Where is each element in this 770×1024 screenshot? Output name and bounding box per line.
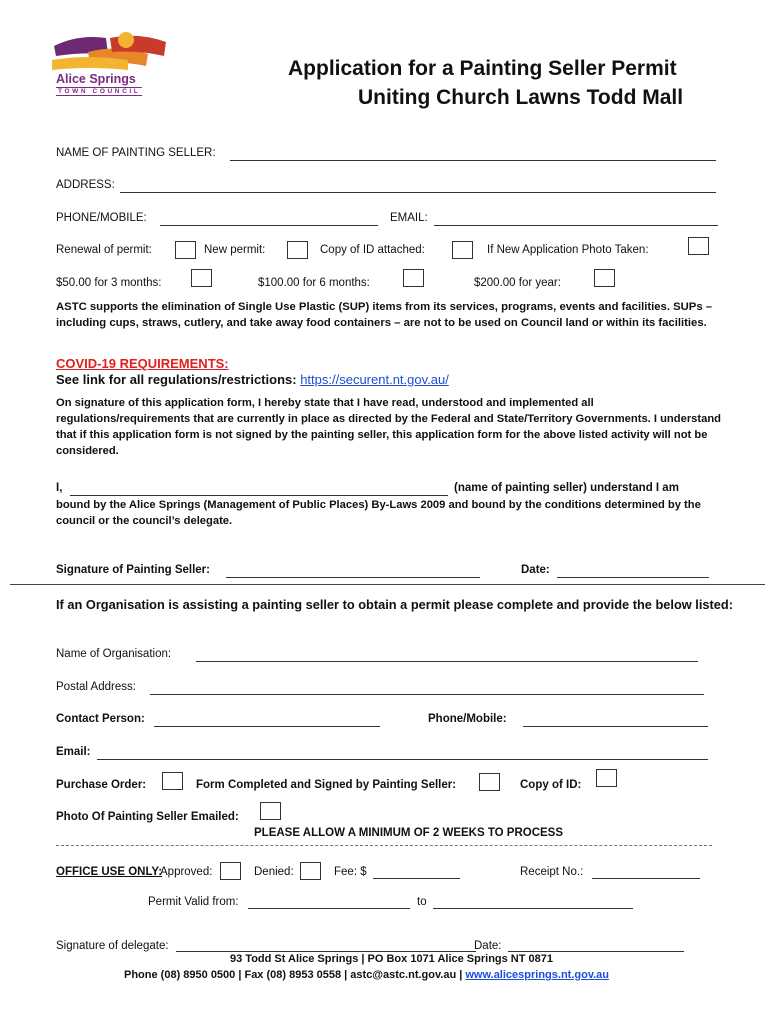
photo-taken-checkbox[interactable] [688,237,709,255]
footer-website-link[interactable]: www.alicesprings.nt.gov.au [465,969,610,981]
section-divider [10,584,765,585]
denied-label: Denied: [254,866,294,878]
receipt-field[interactable] [592,878,700,879]
delegate-signature-label: Signature of delegate: [56,940,169,952]
valid-to-label: to [417,896,427,908]
denied-checkbox[interactable] [300,862,321,880]
undertaking-text: bound by the Alice Springs (Management of Public Places) By-Laws 2009 and bound by the conditions determined by the council or the council’s delegate. [56,499,701,527]
fee-year-label: $200.00 for year: [474,277,561,289]
org-copy-id-checkbox[interactable] [596,769,617,787]
valid-from-label: Permit Valid from: [148,896,239,908]
delegate-date-label: Date: [474,940,502,952]
footer-contact: Phone (08) 8950 0500 | Fax (08) 8953 0558 | astc@astc.nt.gov.au | [124,969,463,981]
footer-address: 93 Todd St Alice Springs | PO Box 1071 Alice Springs NT 0871 [230,953,553,965]
postal-address-field[interactable] [150,694,704,695]
covid-link[interactable]: https://securent.nt.gov.au/ [300,372,449,387]
copy-id-label: Copy of ID attached: [320,244,425,256]
phone-label: PHONE/MOBILE: [56,212,147,224]
org-copy-id-label: Copy of ID: [520,779,582,791]
org-phone-field[interactable] [523,726,708,727]
contact-person-label: Contact Person: [56,713,145,725]
form-completed-checkbox[interactable] [479,773,500,791]
logo-subtitle: TOWN COUNCIL [58,88,141,95]
declaration-text: On signature of this application form, I hereby state that I have read, understood and implemented all regulations/requirements that are currently in place as directed by the Federal and State/Territory Governments. I understand that if this application form is not signed by the painting seller, this application form for the above listed activity will not be considered. [56,397,722,457]
org-name-label: Name of Organisation: [56,648,172,660]
undertaking-prefix: I, [56,482,63,494]
delegate-signature-field[interactable] [176,951,476,952]
process-notice: PLEASE ALLOW A MINIMUM OF 2 WEEKS TO PROCESS [254,827,564,839]
org-phone-label: Phone/Mobile: [428,713,507,725]
email-label: EMAIL: [390,212,428,224]
fee-6-months-checkbox[interactable] [403,269,424,287]
undertaking-suffix: (name of painting seller) understand I am [454,482,679,494]
signature-label: Signature of Painting Seller: [56,564,210,576]
fee-field[interactable] [373,878,460,879]
approved-checkbox[interactable] [220,862,241,880]
photo-emailed-label: Photo Of Painting Seller Emailed: [56,811,239,823]
renewal-checkbox[interactable] [175,241,196,259]
fee-3-months-label: $50.00 for 3 months: [56,277,162,289]
office-use-label: OFFICE USE ONLY: [56,866,163,878]
council-logo-graphic [48,26,173,74]
fee-3-months-checkbox[interactable] [191,269,212,287]
covid-link-row [56,372,449,387]
address-label: ADDRESS: [56,179,115,191]
name-field[interactable] [230,160,716,161]
council-logo [48,26,173,98]
covid-heading: COVID-19 REQUIREMENTS: [56,356,229,371]
signature-date-field[interactable] [557,577,709,578]
footer-contact-row [124,969,609,981]
new-permit-checkbox[interactable] [287,241,308,259]
approved-label: Approved: [160,866,213,878]
fee-6-months-label: $100.00 for 6 months: [258,277,370,289]
office-divider [56,845,712,846]
purchase-order-label: Purchase Order: [56,779,147,791]
org-email-label: Email: [56,746,91,758]
org-name-field[interactable] [196,661,698,662]
photo-emailed-checkbox[interactable] [260,802,281,820]
org-email-field[interactable] [97,759,708,760]
fee-year-checkbox[interactable] [594,269,615,287]
page-title: Application for a Painting Seller Permit [288,57,677,80]
name-label: NAME OF PAINTING SELLER: [56,147,216,159]
purchase-order-checkbox[interactable] [162,772,183,790]
sup-notice: ASTC supports the elimination of Single Use Plastic (SUP) items from its services, programs, events and facilities. SUPs – including cups, straws, cutlery, and take away food containers – are not to be used on Council land or within its facilities. [56,301,713,329]
fee-label: Fee: $ [334,866,367,878]
logo-name: Alice Springs [56,72,136,86]
covid-link-label: See link for all regulations/restrictions: [56,372,297,387]
valid-to-field[interactable] [433,908,633,909]
signature-field[interactable] [226,577,480,578]
photo-taken-label: If New Application Photo Taken: [487,244,649,256]
phone-field[interactable] [160,225,378,226]
organisation-heading: If an Organisation is assisting a painting seller to obtain a permit please complete and provide the below listed: [56,597,733,612]
signature-date-label: Date: [521,564,550,576]
valid-from-field[interactable] [248,908,410,909]
email-field[interactable] [434,225,718,226]
renewal-label: Renewal of permit: [56,244,152,256]
address-field[interactable] [120,192,716,193]
page-subtitle: Uniting Church Lawns Todd Mall [358,86,684,109]
receipt-label: Receipt No.: [520,866,584,878]
new-permit-label: New permit: [204,244,266,256]
form-completed-label: Form Completed and Signed by Painting Seller: [196,779,457,791]
seller-name-field[interactable] [70,495,448,496]
delegate-date-field[interactable] [508,951,684,952]
contact-person-field[interactable] [154,726,380,727]
postal-address-label: Postal Address: [56,681,136,693]
copy-id-checkbox[interactable] [452,241,473,259]
